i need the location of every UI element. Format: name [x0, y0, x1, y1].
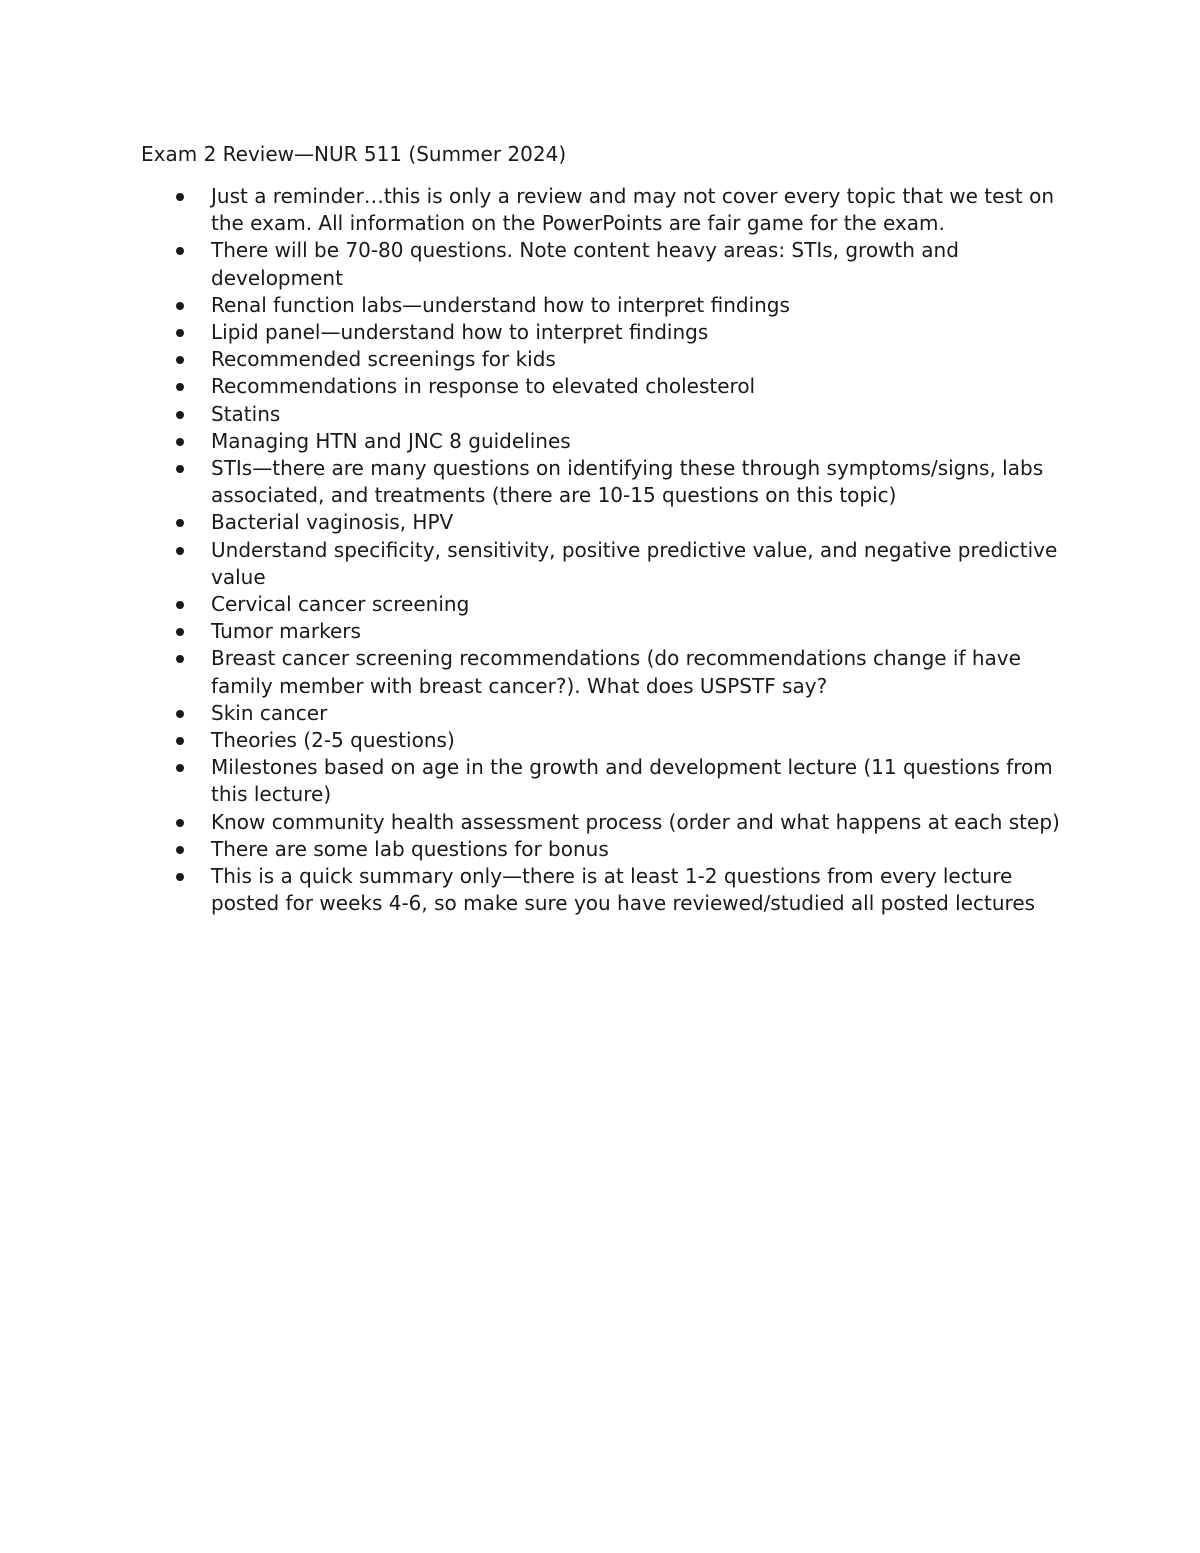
list-item-text: Bacterial vaginosis, HPV — [211, 510, 454, 535]
list-item-text: Just a reminder…this is only a review and may not cover every topic that we test on the exam. All information on the PowerPoints are fair game for the exam. — [211, 184, 1054, 236]
list-item-text: Lipid panel—understand how to interpret findings — [211, 320, 709, 345]
bullet-icon — [176, 547, 184, 555]
list-item-text: Cervical cancer screening — [211, 592, 470, 617]
list-item — [141, 727, 1071, 754]
bullet-icon — [176, 764, 184, 772]
list-item — [141, 509, 1071, 536]
list-item — [141, 591, 1071, 618]
list-item-text: STIs—there are many questions on identifying these through symptoms/signs, labs associated, and treatments (there are 10-15 questions on this topic) — [211, 456, 1044, 508]
list-item-text: Milestones based on age in the growth and development lecture (11 questions from this lecture) — [211, 755, 1053, 807]
list-item-text: Recommended screenings for kids — [211, 347, 556, 372]
list-item — [141, 700, 1071, 727]
bullet-icon — [176, 302, 184, 310]
list-item-text: Breast cancer screening recommendations (do recommendations change if have family member with breast cancer?). What does USPSTF say? — [211, 646, 1021, 698]
list-item — [141, 346, 1071, 373]
bullet-icon — [176, 247, 184, 255]
list-item-text: Understand specificity, sensitivity, positive predictive value, and negative predictive value — [211, 537, 1058, 589]
bullet-icon — [176, 438, 184, 446]
bullet-icon — [176, 411, 184, 419]
list-item-text: Managing HTN and JNC 8 guidelines — [211, 428, 571, 453]
review-topic-list — [141, 183, 1071, 917]
list-item — [141, 292, 1071, 319]
list-item — [141, 428, 1071, 455]
list-item — [141, 809, 1071, 836]
bullet-icon — [176, 873, 184, 881]
bullet-icon — [176, 519, 184, 527]
list-item — [141, 836, 1071, 863]
bullet-icon — [176, 710, 184, 718]
list-item — [141, 373, 1071, 400]
bullet-icon — [176, 601, 184, 609]
list-item — [141, 863, 1071, 917]
list-item — [141, 645, 1071, 699]
list-item-text: Renal function labs—understand how to interpret findings — [211, 292, 790, 317]
bullet-icon — [176, 383, 184, 391]
bullet-icon — [176, 329, 184, 337]
list-item — [141, 401, 1071, 428]
list-item-text: Tumor markers — [211, 619, 361, 644]
list-item — [141, 183, 1071, 237]
bullet-icon — [176, 846, 184, 854]
bullet-icon — [176, 356, 184, 364]
list-item-text: Statins — [211, 401, 281, 426]
list-item — [141, 455, 1071, 509]
bullet-icon — [176, 819, 184, 827]
list-item-text: Know community health assessment process (order and what happens at each step) — [211, 809, 1060, 834]
list-item-text: Recommendations in response to elevated cholesterol — [211, 374, 756, 399]
list-item — [141, 754, 1071, 808]
list-item — [141, 319, 1071, 346]
bullet-icon — [176, 465, 184, 473]
list-item — [141, 237, 1071, 291]
list-item-text: This is a quick summary only—there is at least 1-2 questions from every lecture posted for weeks 4-6, so make sure you have reviewed/studied all posted lectures — [211, 864, 1036, 916]
list-item — [141, 537, 1071, 591]
list-item — [141, 618, 1071, 645]
bullet-icon — [176, 737, 184, 745]
bullet-icon — [176, 193, 184, 201]
list-item-text: There are some lab questions for bonus — [211, 836, 609, 861]
list-item-text: There will be 70-80 questions. Note content heavy areas: STIs, growth and development — [211, 238, 959, 290]
bullet-icon — [176, 628, 184, 636]
list-item-text: Theories (2-5 questions) — [211, 728, 455, 753]
list-item-text: Skin cancer — [211, 700, 328, 725]
document-title: Exam 2 Review—NUR 511 (Summer 2024) — [141, 142, 567, 166]
bullet-icon — [176, 655, 184, 663]
